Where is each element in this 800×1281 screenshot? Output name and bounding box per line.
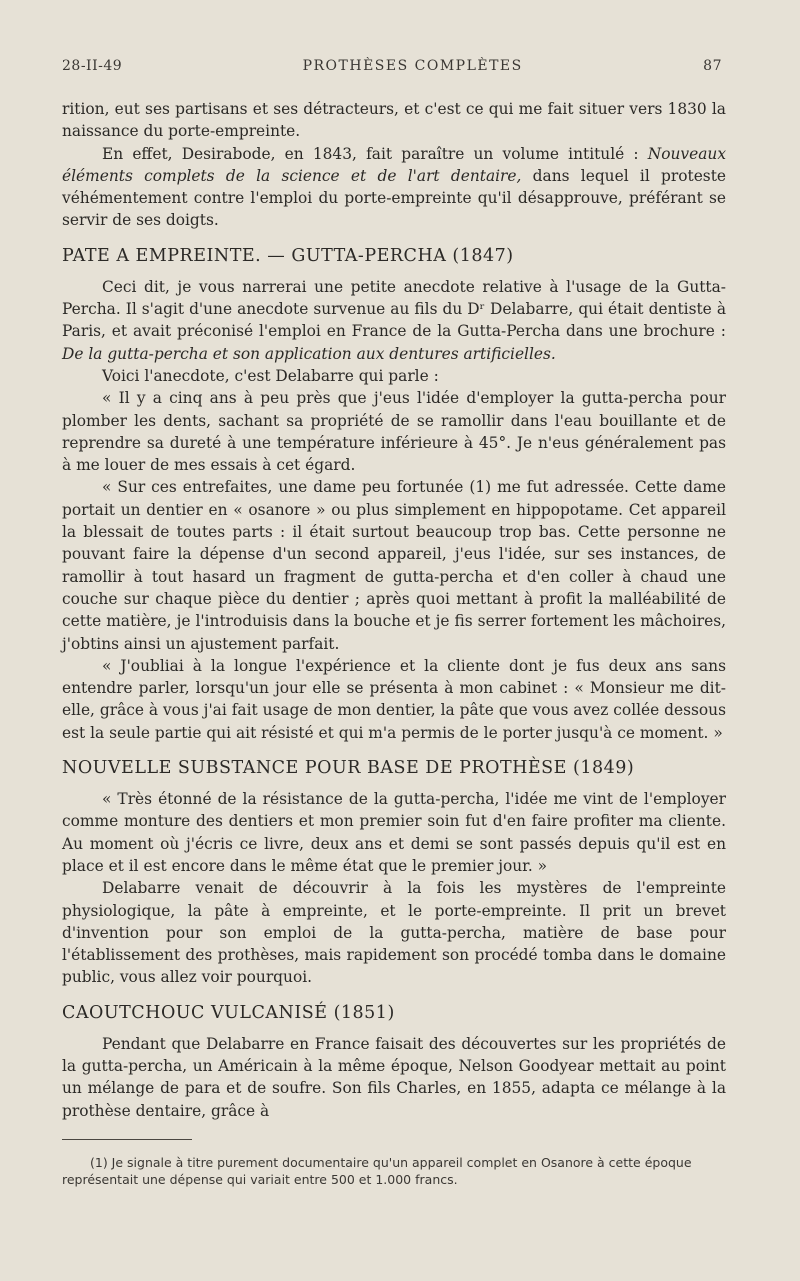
footnote-text: (1) Je signale à titre purement documentaire qu'un appareil complet en Osanore à cette époque représentait une dépense qui variait entre 500 et 1.000 francs. [62,1155,692,1187]
paragraph: Voici l'anecdote, c'est Delabarre qui parle : [102,366,439,385]
paragraph: En effet, Desirabode, en 1843, fait paraître un volume intitulé : Nouveaux éléments complets de la science et de l'art dentaire, dans lequel il proteste véhémentement contre l'emploi du porte-empreinte qu'il désapprouve, préférant se servir de ses doigts. [62,144,726,230]
section-heading: PATE A EMPREINTE. — GUTTA-PERCHA (1847) [62,245,514,266]
footnote-divider [62,1139,192,1140]
section-heading: CAOUTCHOUC VULCANISÉ (1851) [62,1002,395,1023]
paragraph: « Sur ces entrefaites, une dame peu fortunée (1) me fut adressée. Cette dame portait un dentier en « osanore » ou plus simplement en hippopotame. Cet appareil la blessait de toutes parts : il était surtout beaucoup trop bas. Cette personne ne pouvant faire la dépense d'un second appareil, j'eus l'idée, sur ses instances, de ramollir à tout hasard un fragment de gutta-percha et d'en coller à chaud une couche sur chaque pièce du dentier ; après quoi mettant à profit la malléabilité de cette matière, je l'introduisis dans la bouche et je fis serrer fortement les mâchoires, j'obtins ainsi un ajustement parfait. [62,478,726,653]
section-heading: NOUVELLE SUBSTANCE POUR BASE DE PROTHÈSE (1849) [62,758,635,779]
paragraph: « Il y a cinq ans à peu près que j'eus l'idée d'employer la gutta-percha pour plomber les dents, sachant sa propriété de se ramollir dans l'eau bouillante et de reprendre sa dureté à une température inférieure à 45°. Je n'eus généralement pas à me louer de mes essais à cet égard. [62,389,726,475]
main-text [62,98,726,1122]
footnote [62,1154,726,1188]
book-title: Nouveaux éléments complets de la science et de l'art dentaire, [62,144,726,185]
paragraph: rition, eut ses partisans et ses détracteurs, et c'est ce qui me fait situer vers 1830 la naissance du porte-empreinte. [62,100,726,141]
page-number: 87 [703,58,722,74]
paragraph: « J'oubliai à la longue l'expérience et la cliente dont je fus deux ans sans entendre parler, lorsqu'un jour elle se présenta à mon cabinet : « Monsieur me dit-elle, grâce à vous j'ai fait usage de mon dentier, la pâte que vous avez collée dessous est la seule partie qui ait résisté et qui m'a permis de le porter jusqu'à ce moment. » [62,656,726,742]
paragraph: « Très étonné de la résistance de la gutta-percha, l'idée me vint de l'employer comme monture des dentiers et mon premier soin fut d'en faire profiter ma cliente. Au moment où j'écris ce livre, deux ans et demi se sont passés depuis qu'il est en place et il est encore dans le même état que le premier jour. » [62,790,726,875]
book-title: De la gutta-percha et son application aux dentures artificielles. [62,344,556,363]
print-date: 28-II-49 [62,58,123,74]
paragraph: Pendant que Delabarre en France faisait des découvertes sur les propriétés de la gutta-percha, un Américain à la même époque, Nelson Goodyear mettait au point un mélange de para et de soufre. Son fils Charles, en 1855, adapta ce mélange à la prothèse dentaire, grâce à [62,1034,726,1120]
running-header [62,58,722,74]
paragraph: Ceci dit, je vous narrerai une petite anecdote relative à l'usage de la Gutta-Percha. Il s'agit d'une anecdote survenue au fils du Dʳ Delabarre, qui était dentiste à Paris, et avait préconisé l'emploi en France de la Gutta-Percha dans une brochure : De la gutta-percha et son application aux dentures artificielles. [62,277,726,363]
paragraph: Delabarre venait de découvrir à la fois les mystères de l'empreinte physiologique, la pâte à empreinte, et le porte-empreinte. Il prit un brevet d'invention pour son emploi de la gutta-percha, matière de base pour l'établissement des prothèses, mais rapidement son procédé tomba dans le domaine public, vous allez voir pourquoi. [62,879,726,987]
running-title: PROTHÈSES COMPLÈTES [302,58,523,74]
